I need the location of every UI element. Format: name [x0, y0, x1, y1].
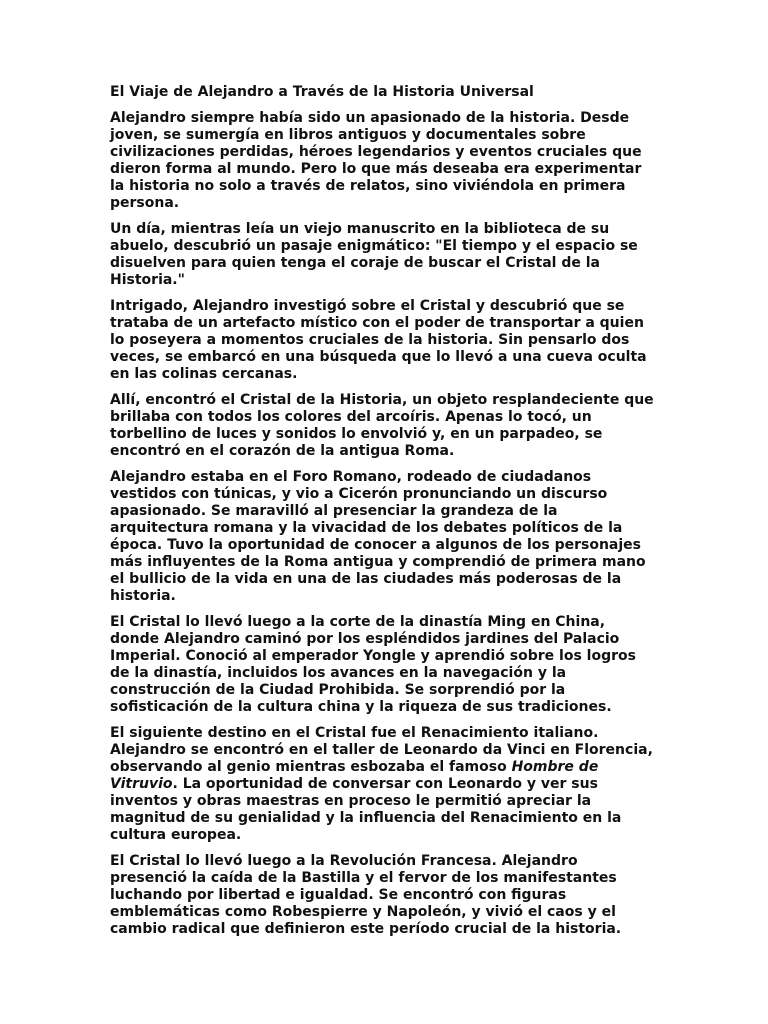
paragraph-8: El Cristal lo llevó luego a la Revolución Francesa. Alejandro presenció la caída de la Bastilla y el fervor de los manifestantes luchando por libertad e igualdad. Se encontró con figuras emblemáticas como Robespierre y Napoleón, y vivió el caos y el cambio radical que definieron este período crucial de la historia. — [110, 853, 622, 937]
paragraph-7 — [110, 725, 655, 844]
artwork-title-italic: Hombre de Vitruvio — [110, 759, 599, 792]
paragraph-5: Alejandro estaba en el Foro Romano, rodeado de ciudadanos vestidos con túnicas, y vio a Cicerón pronunciando un discurso apasionado. Se maravilló al presenciar la grandeza de la arquitectura romana y la vivacidad de los debates políticos de la época. Tuvo la oportunidad de conocer a algunos de los personajes más influyentes de la Roma antigua y comprendió de primera mano el bullicio de la vida en una de las ciudades más poderosas de la historia. — [110, 469, 646, 604]
paragraph-2: Un día, mientras leía un viejo manuscrito en la biblioteca de su abuelo, descubrió un pasaje enigmático: "El tiempo y el espacio se disuelven para quien tenga el coraje de buscar el Cristal de la Historia." — [110, 221, 638, 288]
document-page — [110, 84, 655, 938]
document-title: El Viaje de Alejandro a Través de la Historia Universal — [110, 84, 534, 100]
paragraph-7-text-before: El siguiente destino en el Cristal fue el Renacimiento italiano. Alejandro se encontró en el taller de Leonardo da Vinci en Florencia, observando al genio mientras esbozaba el famoso — [110, 725, 653, 775]
paragraph-6: El Cristal lo llevó luego a la corte de la dinastía Ming en China, donde Alejandro caminó por los espléndidos jardines del Palacio Imperial. Conoció al emperador Yongle y aprendió sobre los logros de la dinastía, incluidos los avances en la navegación y la construcción de la Ciudad Prohibida. Se sorprendió por la sofisticación de la cultura china y la riqueza de sus tradiciones. — [110, 614, 636, 715]
paragraph-3: Intrigado, Alejandro investigó sobre el Cristal y descubrió que se trataba de un artefacto místico con el poder de transportar a quien lo poseyera a momentos cruciales de la historia. Sin pensarlo dos veces, se embarcó en una búsqueda que lo llevó a una cueva oculta en las colinas cercanas. — [110, 298, 647, 382]
paragraph-1: Alejandro siempre había sido un apasionado de la historia. Desde joven, se sumergía en libros antiguos y documentales sobre civilizaciones perdidas, héroes legendarios y eventos cruciales que dieron forma al mundo. Pero lo que más deseaba era experimentar la historia no solo a través de relatos, sino viviéndola en primera persona. — [110, 110, 642, 211]
paragraph-4: Allí, encontró el Cristal de la Historia, un objeto resplandeciente que brillaba con todos los colores del arcoíris. Apenas lo tocó, un torbellino de luces y sonidos lo envolvió y, en un parpadeo, se encontró en el corazón de la antigua Roma. — [110, 392, 654, 459]
paragraph-7-text-after: . La oportunidad de conversar con Leonardo y ver sus inventos y obras maestras en proceso le permitió apreciar la magnitud de su genialidad y la influencia del Renacimiento en la cultura europea. — [110, 776, 622, 843]
